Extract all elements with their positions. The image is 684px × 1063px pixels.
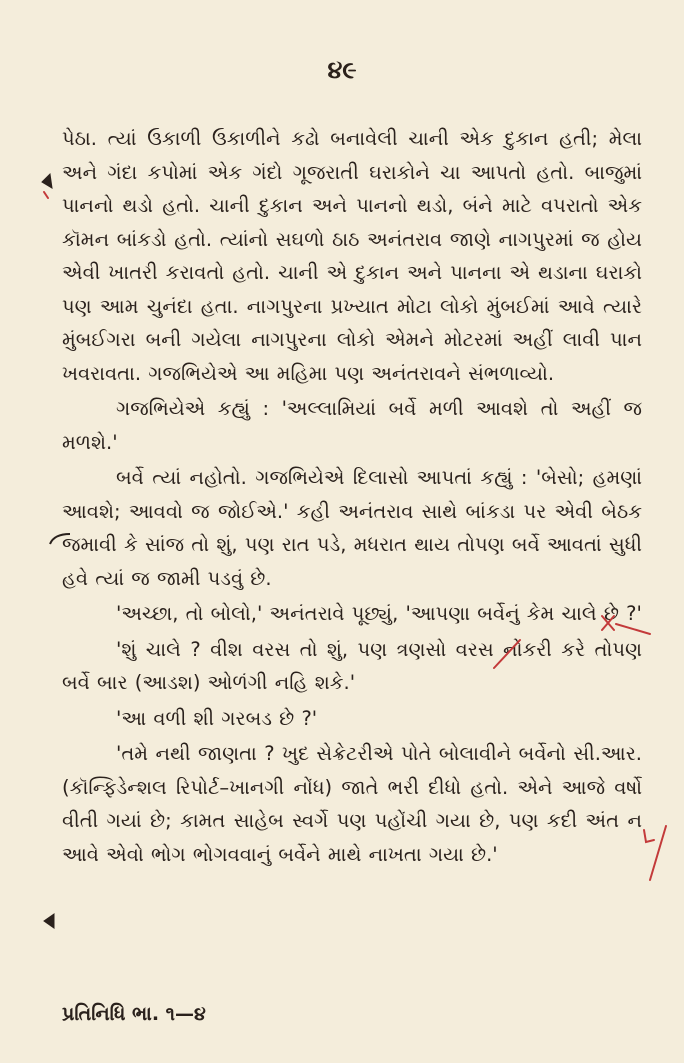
paragraph-2: ગજભિયેએ કહ્યું : 'અલ્લામિયાં બર્વે મળી આવશે તો અહીં જ મળશે.' bbox=[62, 397, 642, 454]
paragraph-1: પેઠા. ત્યાં ઉકાળી ઉકાળીને કઢો બનાવેલી ચાની એક દુકાન હતી; મેલા અને ગંદા કપોમાં એક ગંદો ગૂજરાતી ઘરાકોને ચા આપતો હતો. બાજુમાં પાનનો થડો હતો. ચાની દુકાન અને પાનનો થડો, બંને માટે વપરાતો એક કૉમન બાંકડો હતો. ત્યાંનો સઘળો ઠાઠ અનંતરાવ જાણે નાગપુરમાં જ હોય એવી ખાતરી કરાવતો હતો. ચાની એ દુકાન અને પાનના એ થડાના ઘરાકો પણ આમ ચુનંદા હતા. નાગપુરના પ્રખ્યાત મોટા લોકો મુંબઈમાં આવે ત્યારે મુંબઈગરા બની ગયેલા નાગપુરના લોકો એમને મોટરમાં અહીં લાવી પાન ખવરાવતા. ગજભિયેએ આ મહિમા પણ અનંતરાવને સંભળાવ્યો. bbox=[62, 127, 642, 385]
margin-slash-mark bbox=[640, 820, 670, 890]
paragraph-6: 'આ વળી શી ગરબડ છે ?' bbox=[116, 706, 318, 730]
body-text bbox=[62, 122, 642, 871]
paragraph-4: 'અચ્છા, તો બોલો,' અનંતરાવે પૂછ્યું, 'આપણા બર્વેનું કેમ ચાલે છે ?' bbox=[116, 602, 642, 625]
paragraph-3: બર્વે ત્યાં નહોતો. ગજભિયેએ દિલાસો આપતાં કહ્યું : 'બેસો; હમણાં આવશે; આવવો જ જોઈએ.' કહી અનંતરાવ સાથે બાંકડા પર એવી બેઠક જમાવી કે સાંજ તો શું, પણ રાત પડે, મધરાત થાય તોપણ બર્વે આવતાં સુધી હવે ત્યાં જ જામી પડવું છે. bbox=[62, 466, 642, 590]
paragraph-5: 'શું ચાલે ? વીશ વરસ તો શું, પણ ત્રણસો વરસ નોકરી કરે તોપણ બર્વે બાર (આડશ) ઓળંગી નહિ શકે.' bbox=[62, 637, 642, 694]
margin-dot-mark bbox=[38, 168, 60, 204]
margin-dot-mark-2 bbox=[40, 910, 62, 932]
page-number: ૪૯ bbox=[327, 56, 357, 84]
paragraph-7: 'તમે નથી જાણતા ? ખુદ સેક્રેટરીએ પોતે બોલાવીને બર્વેનો સી.આર. (કૉન્ફિડેન્શલ રિપોર્ટ–ખાનગી નોંધ) જાતે ભરી દીધો હતો. એને આજે વર્ષો વીતી ગયાં છે; કામત સાહેબ સ્વર્ગે પણ પહોંચી ગયા છે, પણ કદી અંત ન આવે એવો ભોગ ભોગવવાનું બર્વેને માથે નાખતા ગયા છે.' bbox=[62, 742, 642, 866]
signature-footer: પ્રતિનિધિ ભા. ૧—૪ bbox=[62, 1003, 206, 1025]
